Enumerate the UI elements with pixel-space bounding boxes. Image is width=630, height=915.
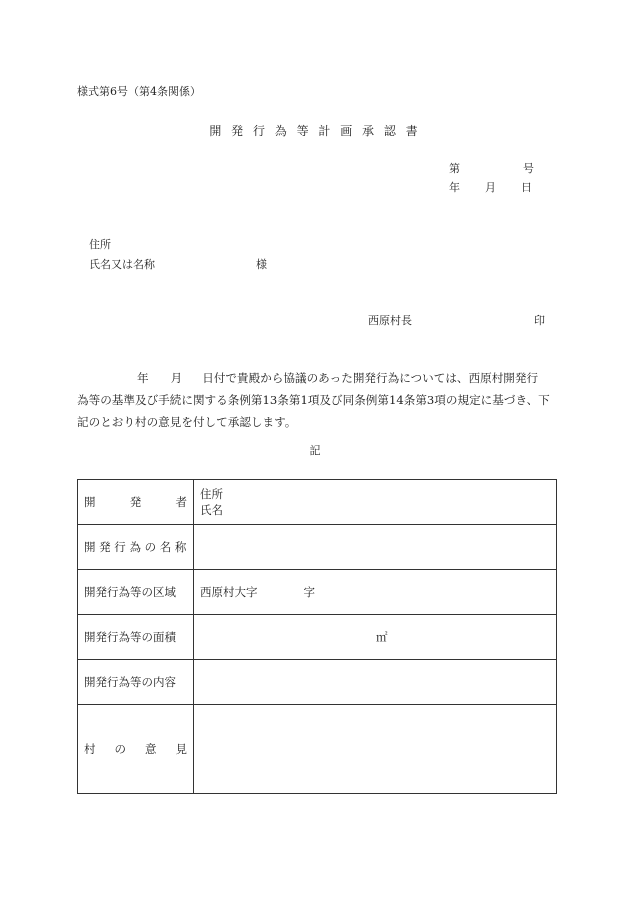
opinion-value[interactable] bbox=[194, 705, 557, 794]
ki-heading: 記 bbox=[309, 444, 321, 457]
label-char: 村 bbox=[84, 742, 96, 756]
number-suffix: 号 bbox=[523, 162, 534, 175]
content-value[interactable] bbox=[194, 660, 557, 705]
developer-label bbox=[78, 480, 194, 525]
developer-name-label: 氏名 bbox=[200, 503, 223, 517]
developer-value[interactable] bbox=[194, 480, 557, 525]
label-char: 意 bbox=[145, 742, 157, 756]
label-char: 者 bbox=[175, 495, 187, 509]
label-char: 開 bbox=[84, 495, 96, 509]
size-label-text: 開発行為等の面積 bbox=[84, 630, 176, 644]
document-title: 開 発 行 為 等 計 画 承 認 書 bbox=[209, 124, 421, 138]
date-year: 年 bbox=[449, 181, 460, 194]
act-name-value[interactable] bbox=[194, 525, 557, 570]
size-value[interactable] bbox=[194, 615, 557, 660]
table-row bbox=[78, 705, 557, 794]
recipient-address-label: 住所 bbox=[89, 238, 111, 251]
size-unit: ㎡ bbox=[376, 630, 388, 644]
content-label bbox=[78, 660, 194, 705]
area-label-text: 開発行為等の区域 bbox=[84, 585, 176, 599]
label-char: の bbox=[114, 742, 126, 756]
number-prefix: 第 bbox=[449, 162, 460, 175]
table-row bbox=[78, 525, 557, 570]
area-village-text: 西原村大字 bbox=[200, 585, 258, 599]
developer-address-label: 住所 bbox=[200, 487, 223, 501]
form-number-label: 様式第6号（第4条関係） bbox=[77, 85, 201, 98]
size-label bbox=[78, 615, 194, 660]
body-line3: 記のとおり村の意見を付して承認します。 bbox=[77, 415, 297, 429]
approval-body-text bbox=[77, 367, 557, 433]
body-month: 月 bbox=[170, 371, 183, 385]
details-table bbox=[77, 479, 557, 794]
act-name-label-text: 開 発 行 為 の 名 称 bbox=[84, 540, 187, 554]
area-value[interactable] bbox=[194, 570, 557, 615]
table-row bbox=[78, 660, 557, 705]
body-line2: 為等の基準及び手続に関する条例第13条第1項及び同条例第14条第3項の規定に基づき、下 bbox=[77, 393, 550, 407]
body-line1: 日付で貴殿から協議のあった開発行為については、西原村開発行 bbox=[202, 371, 539, 385]
table-row bbox=[78, 480, 557, 525]
body-year: 年 bbox=[137, 371, 149, 385]
table-row bbox=[78, 615, 557, 660]
date-month: 月 bbox=[485, 181, 496, 194]
area-aza-text: 字 bbox=[303, 585, 315, 599]
content-label-text: 開発行為等の内容 bbox=[84, 675, 176, 689]
issuer-title: 西原村長 bbox=[368, 314, 412, 327]
recipient-honorific: 様 bbox=[256, 258, 267, 271]
act-name-label bbox=[78, 525, 194, 570]
area-label bbox=[78, 570, 194, 615]
date-day: 日 bbox=[521, 181, 532, 194]
table-row bbox=[78, 570, 557, 615]
recipient-name-label: 氏名又は名称 bbox=[89, 258, 155, 271]
label-char: 発 bbox=[129, 495, 142, 509]
opinion-label bbox=[78, 705, 194, 794]
seal-mark: 印 bbox=[534, 314, 545, 327]
label-char: 見 bbox=[175, 742, 187, 756]
